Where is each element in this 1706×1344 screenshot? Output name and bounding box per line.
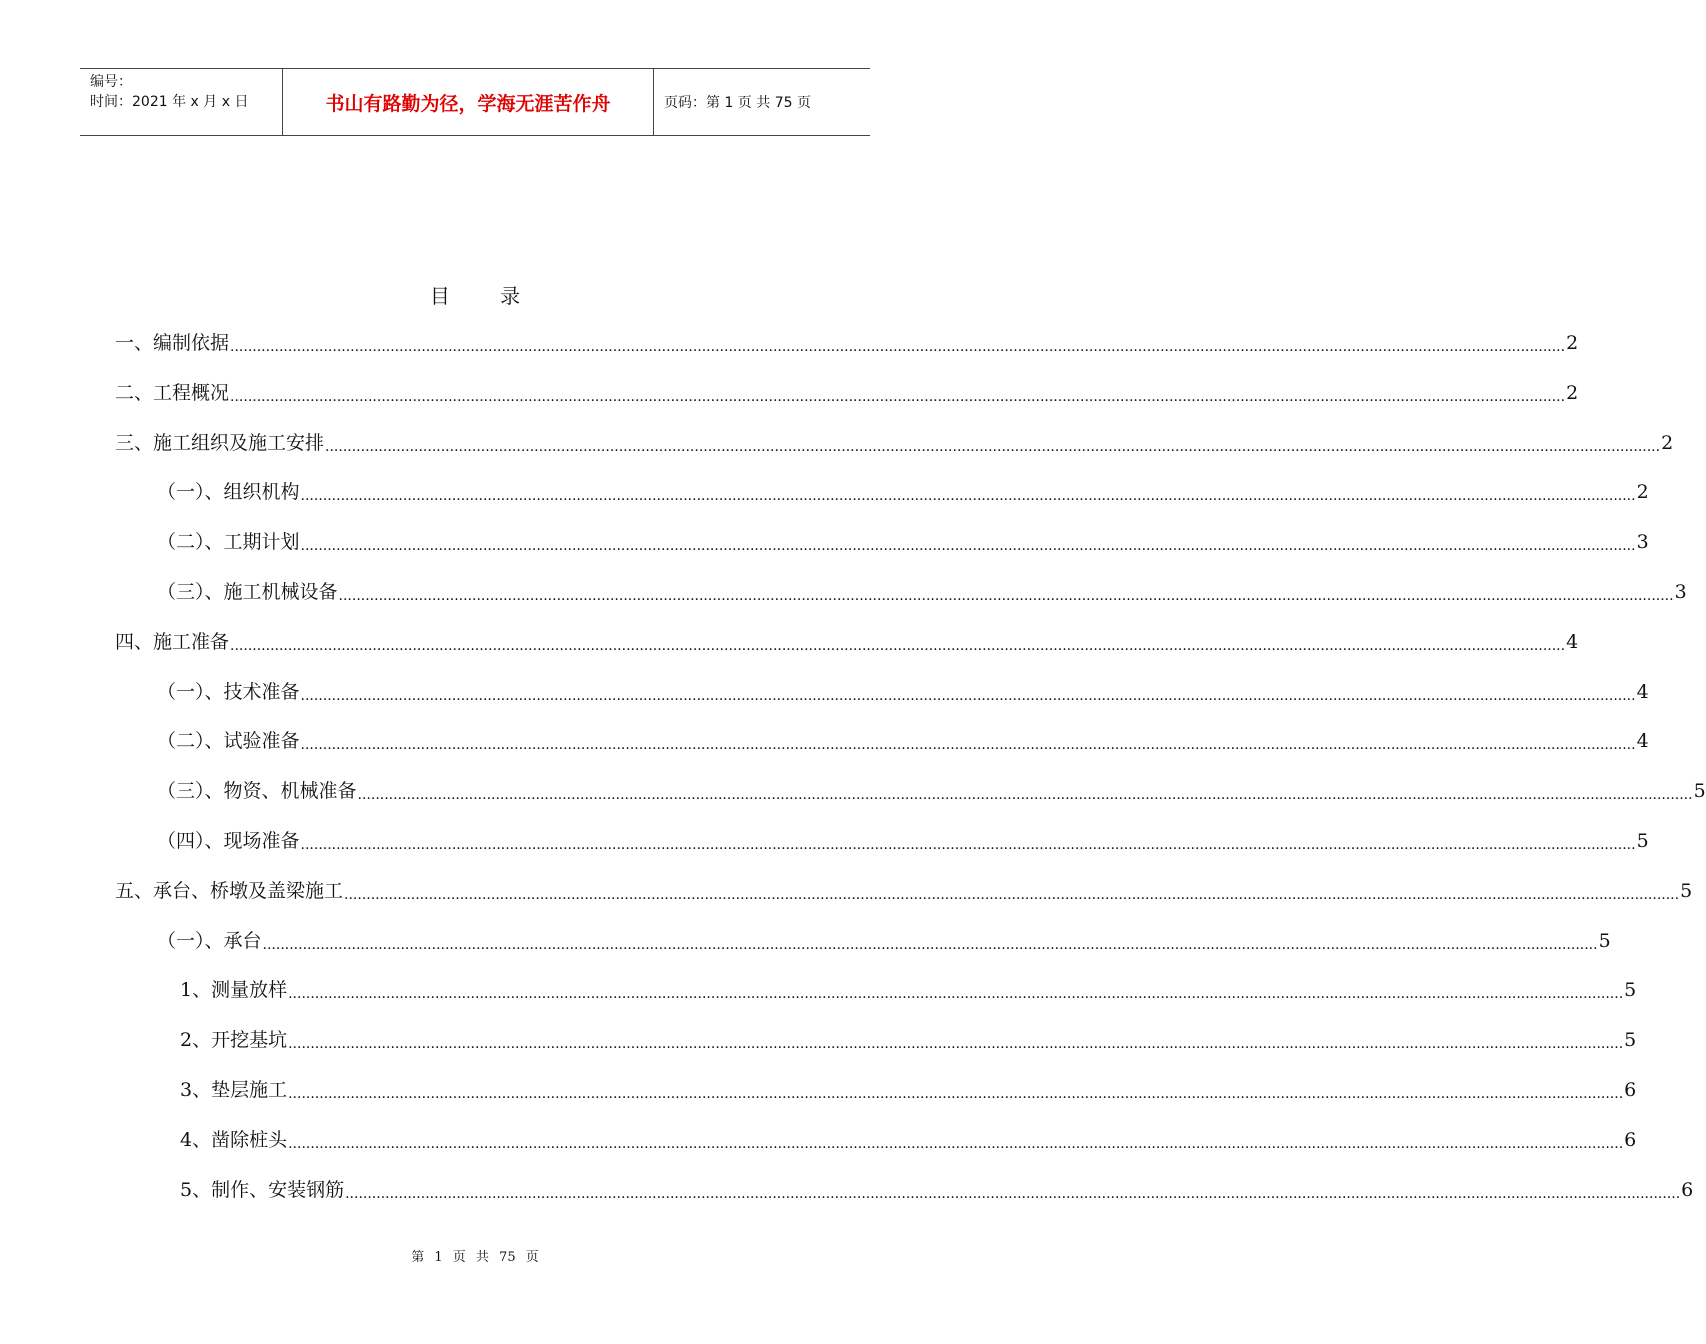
toc-entry-label: （三）、物资、机械准备 (157, 780, 357, 803)
toc-entry-label: 5、制作、安装钢筋 (180, 1178, 345, 1201)
toc-entry-page: 2 (1566, 381, 1579, 404)
toc-entry-page: 5 (1598, 929, 1611, 952)
toc-entry-label: 三、施工组织及施工安排 (115, 431, 325, 454)
toc-entry[interactable] (180, 1075, 1637, 1105)
toc-entry[interactable] (180, 975, 1637, 1005)
toc-entry-page: 5 (1624, 979, 1637, 1002)
toc-entry[interactable] (157, 726, 1649, 756)
toc-leader-dots: ............................................................................................................................................................................................................................................................................................................ (230, 637, 1566, 654)
toc-entry-label: 3、垫层施工 (180, 1079, 288, 1101)
toc-entry[interactable] (157, 577, 1687, 607)
toc-entry-page: 5 (1624, 1029, 1637, 1052)
toc-entry[interactable] (157, 677, 1649, 707)
toc-entry[interactable] (157, 926, 1611, 956)
toc-leader-dots: ............................................................................................................................................................................................................................................................................................................ (288, 1036, 1624, 1053)
toc-entry-label: 2、开挖基坑 (180, 1029, 288, 1052)
toc-entry-label: 一、编制依据 (115, 332, 230, 354)
toc-title: 目 录 (429, 284, 543, 308)
document-header (80, 68, 870, 136)
header-page-info: 页码：第 1 页 共 75 页 (664, 95, 811, 111)
header-meta (80, 69, 282, 135)
toc-entry-label: 1、测量放样 (180, 979, 288, 1002)
toc-leader-dots: ............................................................................................................................................................................................................................................................................................................ (325, 438, 1661, 455)
toc-entry[interactable] (180, 1175, 1694, 1205)
header-motto: 书山有路勤为径，学海无涯苦作舟 (282, 69, 654, 135)
toc-entry-label: （一）、组织机构 (157, 481, 300, 504)
toc-entry-label: （三）、施工机械设备 (157, 581, 338, 603)
toc-leader-dots: ............................................................................................................................................................................................................................................................................................................ (357, 787, 1693, 804)
toc-entry-page: 5 (1636, 830, 1649, 852)
toc-entry-page: 4 (1636, 730, 1649, 753)
toc-leader-dots: ............................................................................................................................................................................................................................................................................................................ (288, 1135, 1624, 1152)
number-label: 编号： (90, 74, 132, 90)
toc-entry-label: （一）、承台 (157, 929, 262, 952)
toc-entry-label: 五、承台、桥墩及盖梁施工 (115, 879, 344, 902)
toc-leader-dots: ............................................................................................................................................................................................................................................................................................................ (345, 1185, 1681, 1202)
toc-entry[interactable] (115, 378, 1579, 408)
toc-leader-dots: ............................................................................................................................................................................................................................................................................................................ (230, 388, 1566, 405)
time-label: 时间：2021 年 x 月 x 日 (90, 94, 249, 110)
toc-entry-page: 5 (1693, 780, 1706, 803)
toc-entry-label: （四）、现场准备 (157, 830, 300, 852)
toc-entry[interactable] (115, 428, 1674, 458)
toc-entry[interactable] (115, 328, 1579, 358)
toc-entry-label: （二）、工期计划 (157, 531, 300, 554)
toc-entry-label: （一）、技术准备 (157, 680, 300, 703)
toc-entry-page: 4 (1636, 680, 1649, 703)
toc-entry[interactable] (157, 477, 1649, 507)
toc-leader-dots: ............................................................................................................................................................................................................................................................................................................ (230, 339, 1566, 355)
toc-entry-label: 4、凿除桩头 (180, 1128, 288, 1151)
toc-leader-dots: ............................................................................................................................................................................................................................................................................................................ (300, 488, 1636, 505)
page-footer: 第 1 页 共 75 页 (411, 1250, 539, 1265)
toc-entry-page: 3 (1636, 531, 1649, 554)
toc-entry[interactable] (115, 627, 1579, 657)
toc-entry[interactable] (157, 776, 1706, 806)
toc-entry-label: 四、施工准备 (115, 630, 230, 653)
toc-entry[interactable] (180, 1025, 1637, 1055)
toc-entry-page: 2 (1636, 481, 1649, 504)
toc-entry-page: 5 (1680, 879, 1693, 902)
toc-entry-label: （二）、试验准备 (157, 730, 300, 753)
toc-entry-page: 2 (1566, 332, 1579, 354)
toc-entry-label: 二、工程概况 (115, 381, 230, 404)
toc-entry-page: 6 (1681, 1178, 1694, 1201)
toc-entry[interactable] (115, 876, 1693, 906)
toc-leader-dots: ............................................................................................................................................................................................................................................................................................................ (338, 588, 1674, 604)
toc-leader-dots: ............................................................................................................................................................................................................................................................................................................ (300, 538, 1636, 555)
toc-leader-dots: ............................................................................................................................................................................................................................................................................................................ (288, 986, 1624, 1003)
toc-leader-dots: ............................................................................................................................................................................................................................................................................................................ (262, 936, 1598, 953)
toc-entry[interactable] (180, 1125, 1637, 1155)
toc-leader-dots: ............................................................................................................................................................................................................................................................................................................ (300, 837, 1636, 853)
toc-entry[interactable] (157, 527, 1649, 557)
toc-entry-page: 2 (1661, 431, 1674, 454)
toc-leader-dots: ............................................................................................................................................................................................................................................................................................................ (300, 737, 1636, 754)
toc-entry-page: 6 (1624, 1079, 1637, 1101)
toc-entry-page: 4 (1566, 630, 1579, 653)
toc-entry[interactable] (157, 826, 1649, 856)
toc-entry-page: 3 (1674, 581, 1687, 603)
toc-entry-page: 6 (1624, 1128, 1637, 1151)
toc-leader-dots: ............................................................................................................................................................................................................................................................................................................ (288, 1086, 1624, 1102)
toc-leader-dots: ............................................................................................................................................................................................................................................................................................................ (344, 886, 1680, 903)
toc-leader-dots: ............................................................................................................................................................................................................................................................................................................ (300, 687, 1636, 704)
